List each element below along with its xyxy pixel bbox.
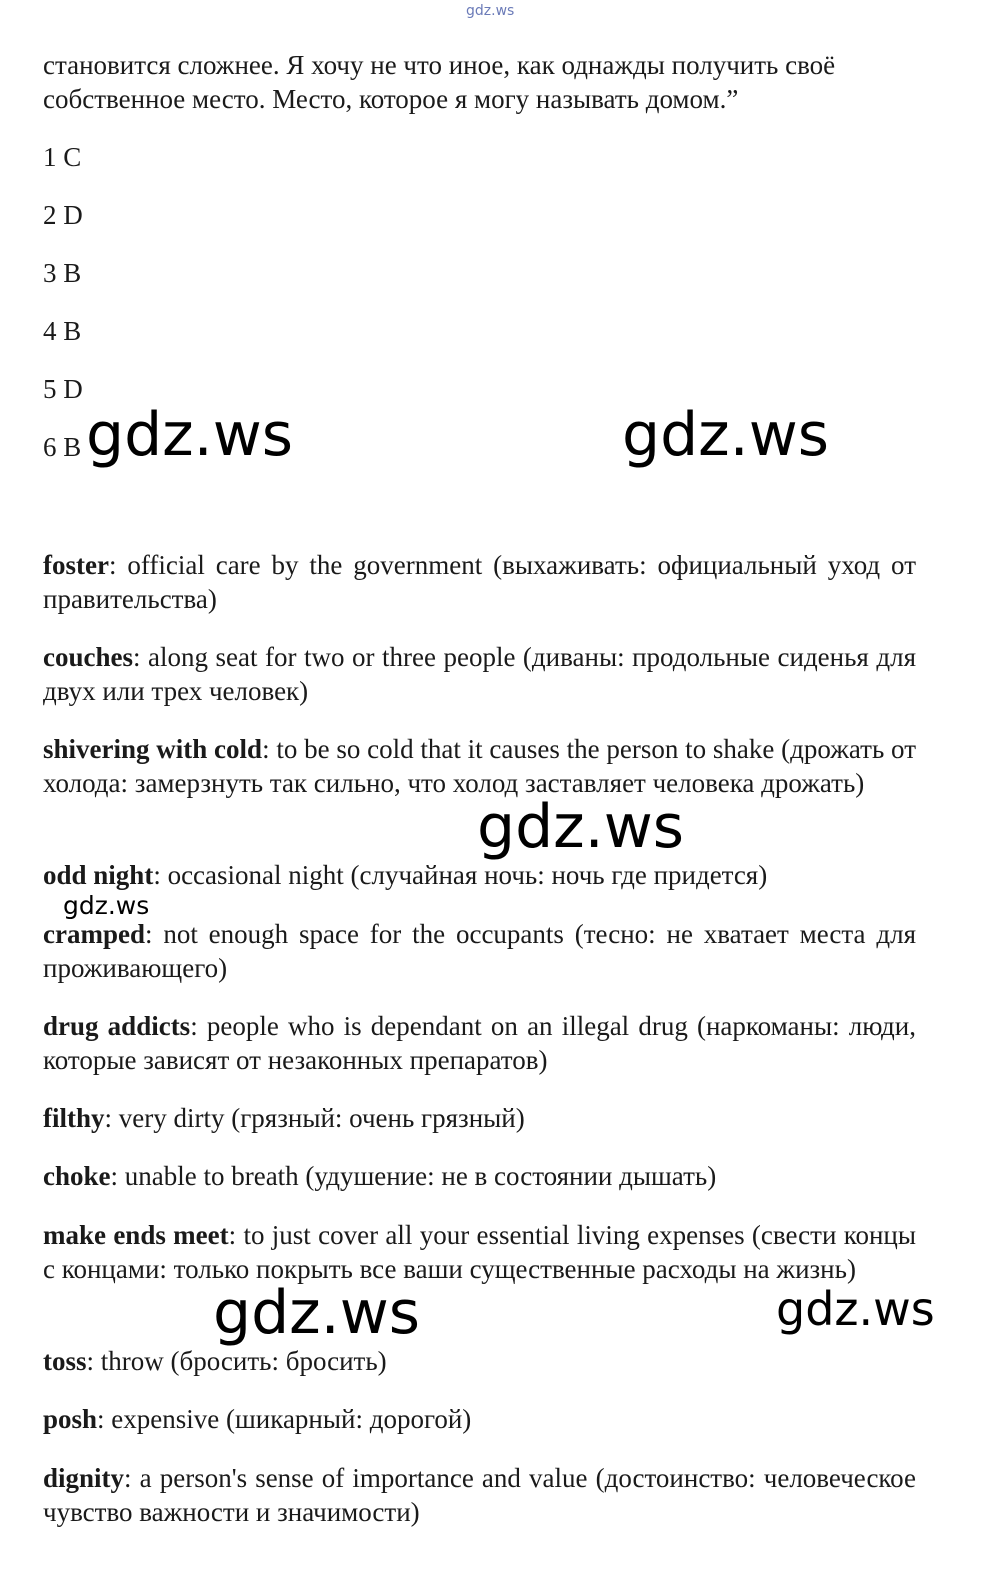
glossary-definition: : to be so cold that it causes the person to shake (дрожать от холода: замерзнуть так сильно, что холод заставляет человека дрожать) <box>43 734 916 798</box>
watermark-logo: gdz.ws <box>622 400 830 470</box>
watermark-logo: gdz.ws <box>86 400 294 470</box>
watermark-logo: gdz.ws <box>63 891 150 920</box>
answer-item-4: 4 B <box>43 316 82 346</box>
watermark-logo: gdz.ws <box>776 1282 935 1336</box>
glossary-term: posh <box>43 1404 98 1434</box>
glossary-entry <box>43 548 916 616</box>
glossary-definition: : to just cover all your essential living expenses (свести концы с концами: только покрыть все ваши существенные расходы на жизнь) <box>43 1220 916 1284</box>
glossary-definition: : throw (бросить: бросить) <box>86 1346 387 1376</box>
glossary-definition: : a person's sense of importance and value (достоинство: человеческое чувство важности и значимости) <box>43 1463 916 1527</box>
glossary-term: toss <box>43 1346 87 1376</box>
header-watermark: gdz.ws <box>466 3 515 19</box>
glossary-entry <box>43 1101 916 1135</box>
glossary-entry <box>43 1344 916 1378</box>
glossary-definition: : occasional night (случайная ночь: ночь где придется) <box>153 860 768 890</box>
glossary-definition: : not enough space for the occupants (тесно: не хватает места для проживающего) <box>43 919 916 983</box>
glossary-entry <box>43 1159 916 1193</box>
glossary-entry <box>43 640 916 708</box>
glossary-term: couches <box>43 642 133 672</box>
answer-item-2: 2 D <box>43 200 83 230</box>
glossary-term: make ends meet <box>43 1220 229 1250</box>
glossary-entry <box>43 1402 916 1436</box>
glossary-entry <box>43 1009 916 1077</box>
glossary-definition: : very dirty (грязный: очень грязный) <box>104 1103 525 1133</box>
glossary-definition: : official care by the government (выхаживать: официальный уход от правительства) <box>43 550 916 614</box>
watermark-logo: gdz.ws <box>213 1278 421 1348</box>
glossary-definition: : along seat for two or three people (диваны: продольные сиденья для двух или трех человек) <box>43 642 916 706</box>
answer-item-1: 1 C <box>43 142 82 172</box>
glossary-term: choke <box>43 1161 111 1191</box>
glossary-definition: : unable to breath (удушение: не в состоянии дышать) <box>110 1161 717 1191</box>
glossary-term: filthy <box>43 1103 105 1133</box>
glossary-definition: : people who is dependant on an illegal drug (наркоманы: люди, которые зависят от незаконных препаратов) <box>43 1011 916 1075</box>
intro-paragraph: становится сложнее. Я хочу не что иное, как однажды получить своё собственное место. Место, которое я могу называть домом.” <box>43 50 836 114</box>
answer-item-6: 6 B <box>43 432 82 462</box>
glossary-term: shivering with cold <box>43 734 263 764</box>
glossary-entry <box>43 917 916 985</box>
glossary-term: foster <box>43 550 109 580</box>
glossary-term: dignity <box>43 1463 125 1493</box>
glossary-entry <box>43 1218 916 1286</box>
glossary-entry <box>43 732 916 800</box>
glossary-definition: : expensive (шикарный: дорогой) <box>97 1404 472 1434</box>
glossary-term: odd night <box>43 860 154 890</box>
watermark-logo: gdz.ws <box>477 792 685 862</box>
glossary-term: drug addicts <box>43 1011 191 1041</box>
glossary-entry <box>43 858 916 892</box>
answer-item-3: 3 B <box>43 258 82 288</box>
glossary-entry <box>43 1461 916 1529</box>
answer-item-5: 5 D <box>43 374 83 404</box>
glossary-term: cramped <box>43 919 145 949</box>
